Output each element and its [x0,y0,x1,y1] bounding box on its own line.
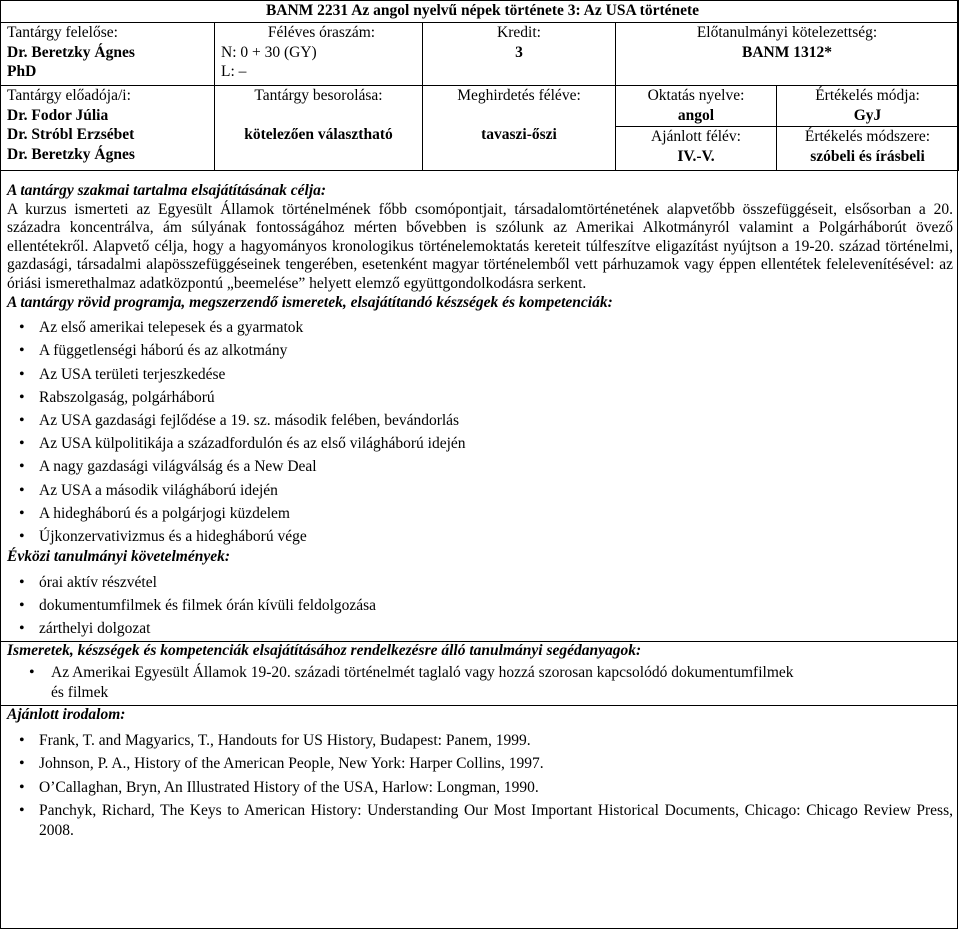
list-item: • O’Callaghan, Bryn, An Illustrated History of the USA, Harlow: Longman, 1990. [7,778,953,798]
list-item: • Rabszolgaság, polgárháború [7,386,953,409]
requirements-section [1,548,957,640]
list-item: • Frank, T. and Magyarics, T., Handouts for US History, Budapest: Panem, 1999. [7,731,953,751]
responsible-degree: PhD [7,63,37,80]
list-item: • Az USA a második világháború idején [7,479,953,502]
responsible-name: Dr. Beretzky Ágnes [7,43,135,61]
lecturer-name: Dr. Beretzky Ágnes [7,145,135,163]
materials-list [7,660,807,702]
prereq-value: BANM 1312* [742,43,832,61]
credit-label: Kredit: [497,24,541,41]
list-item: • Az USA területi terjeszkedése [7,363,953,386]
credit-value: 3 [515,43,523,61]
responsible-label: Tantárgy felelőse: [7,24,118,41]
program-heading: A tantárgy rövid programja, megszerzendő ismeretek, elsajátítandó készségek és kompetenciák: [7,293,613,311]
prereq-label: Előtanulmányi kötelezettség: [696,24,878,41]
requirements-heading: Évközi tanulmányi követelmények: [7,548,231,566]
hours-label: Féléves óraszám: [267,24,376,41]
list-item: • dokumentumfilmek és filmek órán kívüli feldolgozása [7,594,953,617]
list-item: • Az USA külpolitikája a századfordulón és az első világháború idején [7,432,953,455]
hours-l: L: – [221,63,247,80]
list-item: • órai aktív részvétel [7,571,953,594]
lecturer-name: Dr. Fodor Júlia [7,106,109,124]
materials-section [1,642,957,703]
list-item: • zárthelyi dolgozat [7,617,953,640]
goal-text: A kurzus ismerteti az Egyesült Államok történelmének főbb csomópontjait, társadalomtörténetének alapvetőbb összefüggéseit, elsősorban a 20. századra koncentrálva, ám súlyának fontosságához mérten bővebben is szólunk az Amerikai Alkotmányról valamint a Polgárháborút övező ellentétekről. Alapvető célja, hogy a hagyományos kronologikus történelemoktatás kereteit túlfeszítve eligazítást nyújtson a 19-20. század történelmi, gazdasági, társadalmi alapösszefüggéseinek tengerében, esetenként magyar történelemből vett párhuzamok vagy éppen ellentétek felelevenítésével: az óriási ismerethalmaz adatközpontú „beemelése” helyett elemző együttgondolkodásra serkent. [7,200,953,292]
hours-n: N: 0 + 30 (GY) [221,43,317,61]
semester-label: Meghirdetés féléve: [457,87,581,104]
list-item: • Újkonzervativizmus és a hidegháború vége [7,525,953,548]
course-title: BANM 2231 Az angol nyelvű népek története 3: Az USA története [1,1,959,23]
program-list [7,312,953,548]
goal-section [1,171,957,294]
course-header-table [0,0,959,171]
list-item: • Az első amerikai telepesek és a gyarmatok [7,316,953,339]
lecturer-name: Dr. Stróbl Erzsébet [7,126,135,143]
eval-method-value: szóbeli és írásbeli [810,147,925,165]
list-item: • Az USA gazdasági fejlődése a 19. sz. második felében, bevándorlás [7,409,953,432]
list-item: • A függetlenségi háború és az alkotmány [7,339,953,362]
classification-value: kötelezően választható [244,125,393,143]
list-item: • Panchyk, Richard, The Keys to American History: Understanding Our Most Important Historical Documents, Chicago: Chicago Review Press, 2008. [7,801,953,840]
eval-mode-label: Értékelés módja: [815,87,920,104]
list-item: • Az Amerikai Egyesült Államok 19-20. századi történelmét taglaló vagy hozzá szorosan kapcsolódó dokumentumfilmek és filmek [7,663,807,702]
requirements-list [7,567,953,640]
recommended-semester-label: Ajánlott félév: [651,128,741,146]
language-label: Oktatás nyelve: [647,87,745,104]
program-section [1,294,957,549]
recommended-semester-value: IV.-V. [677,147,715,165]
list-item: • A hidegháború és a polgárjogi küzdelem [7,502,953,525]
materials-heading: Ismeretek, készségek és kompetenciák elsajátításához rendelkezésre álló tanulmányi segédanyagok: [7,641,642,659]
literature-heading: Ajánlott irodalom: [7,706,126,724]
list-item: • Johnson, P. A., History of the American People, New York: Harper Collins, 1997. [7,754,953,774]
list-item: • A nagy gazdasági világválság és a New Deal [7,455,953,478]
classification-label: Tantárgy besorolása: [254,87,383,104]
semester-value: tavaszi-őszi [481,125,557,143]
goal-heading: A tantárgy szakmai tartalma elsajátításának célja: [7,182,327,199]
lecturer-label: Tantárgy előadója/i: [7,87,131,104]
eval-method-label: Értékelés módszere: [804,128,931,146]
eval-mode-value: GyJ [853,106,882,124]
language-value: angol [677,106,715,124]
literature-list [7,725,953,841]
literature-section [1,706,957,840]
